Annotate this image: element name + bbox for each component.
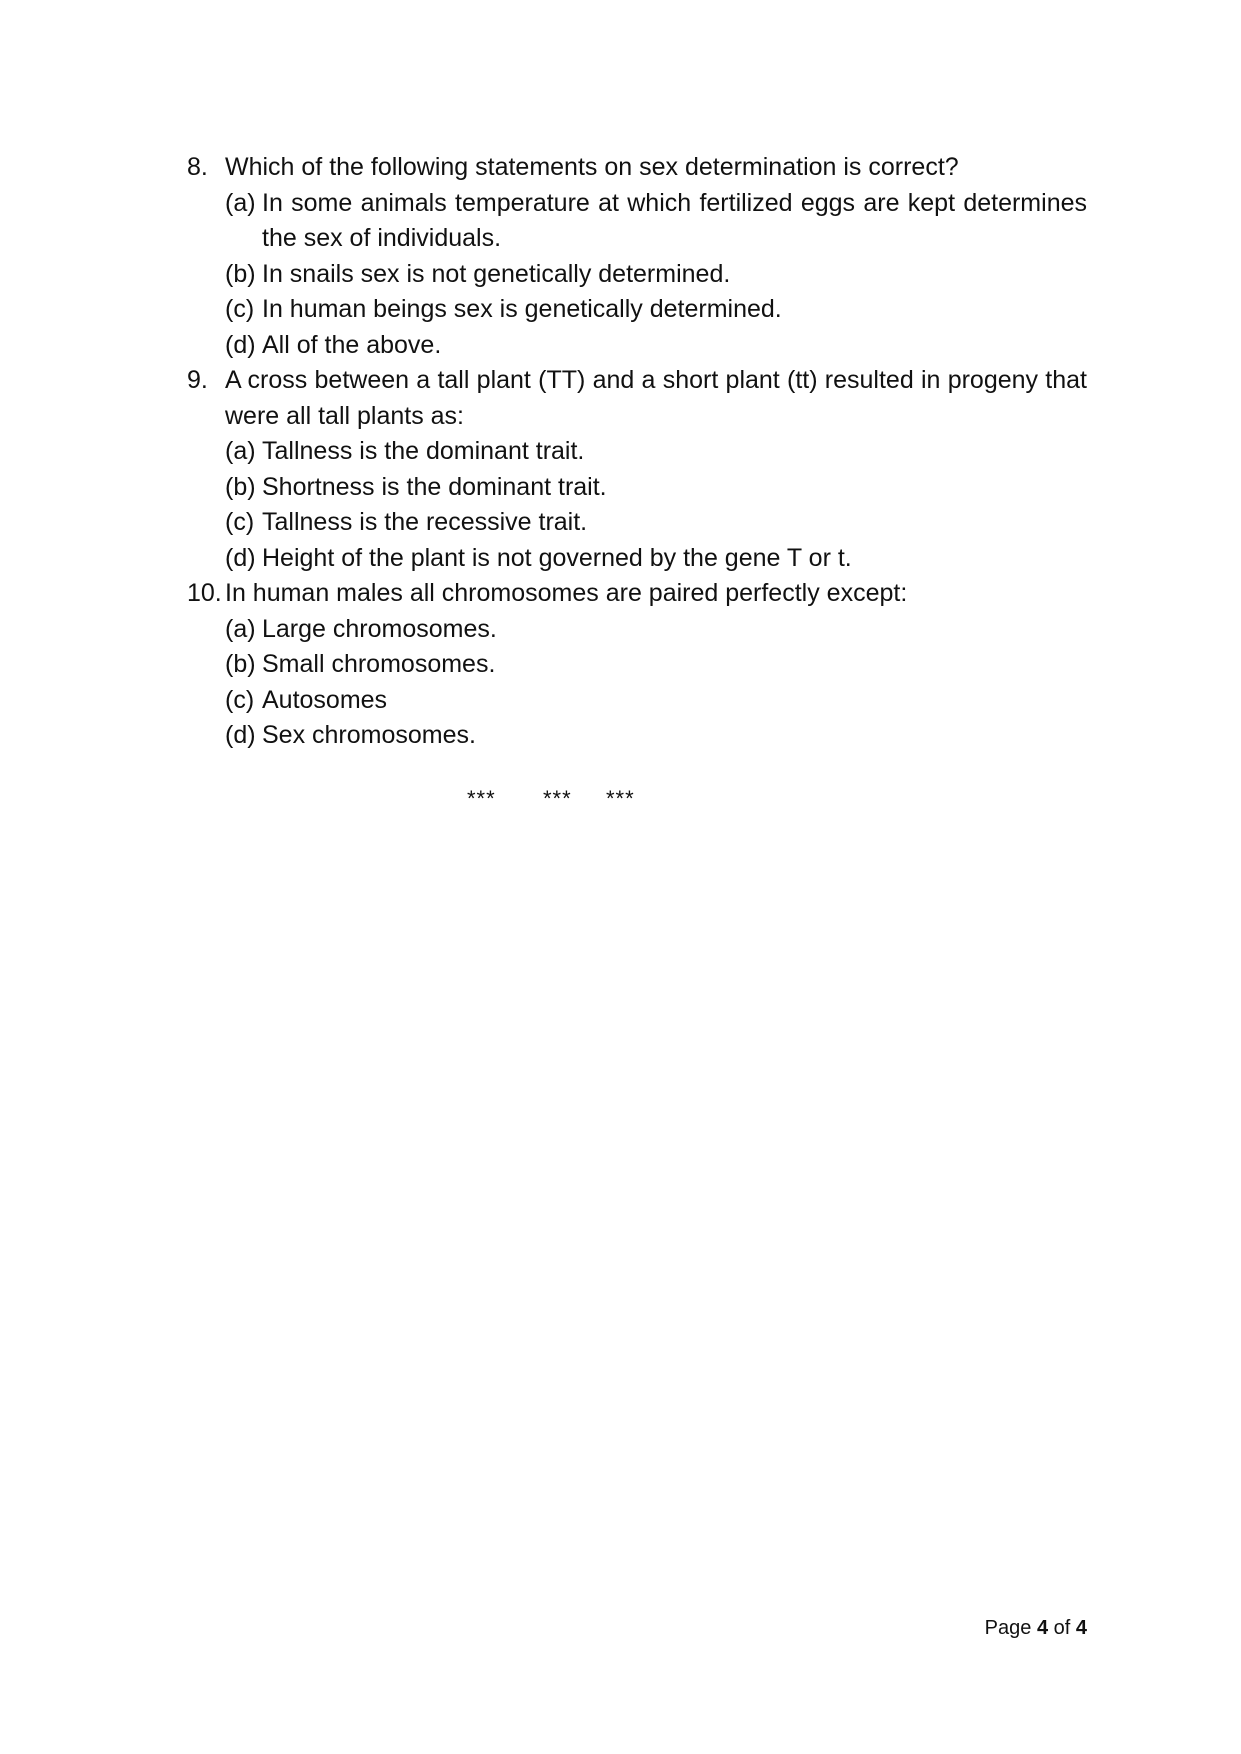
option-text: Autosomes bbox=[262, 685, 388, 714]
option-d bbox=[225, 718, 1087, 754]
option-text: All of the above. bbox=[262, 330, 442, 359]
option-label: (a) bbox=[225, 437, 256, 465]
page-separator: of bbox=[1053, 1617, 1071, 1639]
page-total: 4 bbox=[1075, 1617, 1087, 1639]
end-mark: *** bbox=[467, 786, 496, 811]
page-prefix: Page bbox=[984, 1617, 1032, 1639]
option-label: (b) bbox=[225, 650, 256, 678]
option-text: Tallness is the recessive trait. bbox=[262, 508, 588, 536]
option-list bbox=[187, 612, 1087, 754]
option-a bbox=[225, 612, 1087, 648]
end-mark: *** bbox=[543, 786, 572, 811]
option-label: (d) bbox=[225, 721, 256, 749]
option-label: (a) bbox=[225, 188, 256, 217]
option-b bbox=[225, 470, 1087, 506]
option-label: (a) bbox=[225, 614, 256, 643]
option-text: Height of the plant is not governed by the gene T or t. bbox=[262, 543, 852, 572]
question-9 bbox=[187, 363, 1087, 576]
question-text: A cross between a tall plant (TT) and a short plant (tt) resulted in progeny that were all tall plants as: bbox=[225, 366, 1087, 430]
page-current: 4 bbox=[1036, 1617, 1049, 1639]
option-label: (c) bbox=[225, 508, 255, 536]
option-text: Sex chromosomes. bbox=[262, 721, 476, 749]
option-list bbox=[187, 434, 1087, 576]
option-c bbox=[225, 292, 1087, 328]
question-text: In human males all chromosomes are paired perfectly except: bbox=[225, 579, 908, 607]
option-text: Tallness is the dominant trait. bbox=[262, 437, 585, 465]
option-text: In snails sex is not genetically determined. bbox=[262, 259, 731, 288]
option-label: (b) bbox=[225, 472, 256, 501]
option-b bbox=[225, 647, 1087, 683]
question-stem bbox=[187, 363, 1087, 434]
option-c bbox=[225, 683, 1087, 719]
option-label: (c) bbox=[225, 685, 255, 714]
end-mark: *** bbox=[606, 786, 635, 811]
option-text: In some animals temperature at which fertilized eggs are kept determines the sex of individuals. bbox=[262, 188, 1087, 252]
question-list bbox=[187, 150, 1087, 754]
question-10 bbox=[187, 576, 1087, 754]
option-a bbox=[225, 434, 1087, 470]
option-a bbox=[225, 186, 1087, 257]
question-stem bbox=[187, 150, 1087, 186]
option-d bbox=[225, 541, 1087, 577]
question-number: 10. bbox=[187, 579, 222, 607]
option-label: (c) bbox=[225, 295, 255, 323]
option-b bbox=[225, 257, 1087, 293]
page-number bbox=[985, 1617, 1087, 1640]
option-text: Small chromosomes. bbox=[262, 650, 496, 678]
question-number: 8. bbox=[187, 153, 208, 181]
option-text: Shortness is the dominant trait. bbox=[262, 472, 607, 501]
option-text: Large chromosomes. bbox=[262, 614, 497, 643]
option-label: (d) bbox=[225, 543, 256, 572]
option-label: (d) bbox=[225, 330, 256, 359]
question-8 bbox=[187, 150, 1087, 363]
question-number: 9. bbox=[187, 366, 208, 394]
option-d bbox=[225, 328, 1087, 364]
option-label: (b) bbox=[225, 259, 256, 288]
question-stem bbox=[187, 576, 1087, 612]
option-c bbox=[225, 505, 1087, 541]
question-text: Which of the following statements on sex determination is correct? bbox=[225, 153, 959, 181]
option-text: In human beings sex is genetically determined. bbox=[262, 295, 782, 323]
option-list bbox=[187, 186, 1087, 364]
